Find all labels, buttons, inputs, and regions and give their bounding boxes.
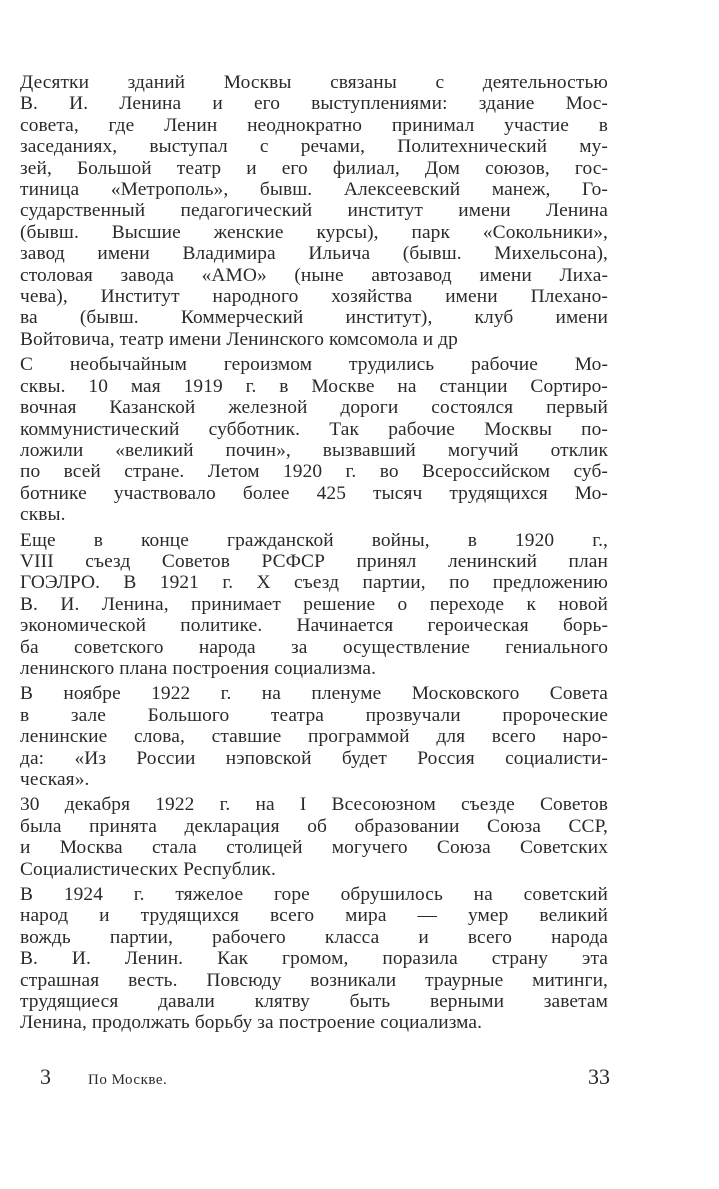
- text-line: вочная Казанской железной дороги состоялся первый: [20, 397, 608, 419]
- signature-title: По Москве.: [88, 1072, 168, 1088]
- paragraph: [20, 794, 608, 880]
- text-line: чева), Институт народного хозяйства имени Плехано-: [20, 286, 608, 308]
- text-line: ложили «великий почин», вызвавший могучий отклик: [20, 439, 608, 461]
- text-line: ческая».: [20, 769, 90, 790]
- text-line: ба советского народа за осуществление гениального: [20, 636, 608, 658]
- text-line: ботнике участвовало более 425 тысяч трудящихся Мо-: [20, 482, 608, 504]
- signature-number: 3: [40, 1064, 51, 1089]
- text-line: тиница «Метрополь», бывш. Алексеевский манеж, Го-: [20, 179, 608, 201]
- text-line: сквы.: [20, 504, 66, 526]
- text-line: ленинские слова, ставшие программой для всего наро-: [20, 726, 608, 748]
- text-line: Войтовича, театр имени Ленинского комсомола и др: [20, 328, 458, 350]
- text-line: В ноябре 1922 г. на пленуме Московского Совета: [20, 683, 608, 705]
- text-line: вождь партии, рабочего класса и всего народа: [20, 926, 608, 948]
- page-body: [20, 72, 608, 1038]
- text-line: Десятки зданий Москвы связаны с деятельностью: [20, 72, 608, 93]
- text-line: да: «Из России нэповской будет Россия социалисти-: [20, 747, 608, 769]
- text-line: С необычайным героизмом трудились рабочие Мо-: [20, 354, 608, 376]
- text-line: В. И. Ленина и его выступлениями: здание Мос-: [20, 93, 608, 115]
- text-line: была принята декларация об образовании Союза ССР,: [20, 815, 608, 837]
- page-footer: [40, 1064, 610, 1094]
- text-line: В 1924 г. тяжелое горе обрушилось на советский: [20, 884, 608, 906]
- paragraph: [20, 72, 608, 350]
- text-line: заседаниях, выступал с речами, Политехнический му-: [20, 136, 608, 158]
- text-line: В. И. Ленина, принимает решение о переходе к новой: [20, 593, 608, 615]
- text-line: народ и трудящихся всего мира — умер великий: [20, 905, 608, 927]
- paragraph: [20, 884, 608, 1034]
- paragraph: [20, 354, 608, 525]
- text-line: 30 декабря 1922 г. на I Всесоюзном съезде Советов: [20, 794, 608, 816]
- text-line: в зале Большого театра прозвучали пророческие: [20, 704, 608, 726]
- page-number: 33: [588, 1064, 610, 1089]
- text-line: коммунистический субботник. Так рабочие Москвы по-: [20, 418, 608, 440]
- text-line: Социалистических Республик.: [20, 858, 276, 880]
- text-line: экономической политике. Начинается героическая борь-: [20, 615, 608, 637]
- text-line: совета, где Ленин неоднократно принимал участие в: [20, 114, 608, 136]
- text-line: Ленина, продолжать борьбу за построение социализма.: [20, 1012, 483, 1034]
- paragraph: [20, 683, 608, 790]
- text-line: трудящиеся давали клятву быть верными заветам: [20, 991, 608, 1013]
- text-line: ленинского плана построения социализма.: [20, 657, 377, 679]
- text-line: сквы. 10 мая 1919 г. в Москве на станции Сортиро-: [20, 375, 608, 397]
- text-line: В. И. Ленин. Как громом, поразила страну эта: [20, 948, 608, 970]
- text-line: столовая завода «АМО» (ныне автозавод имени Лиха-: [20, 264, 608, 286]
- text-line: страшная весть. Повсюду возникали траурные митинги,: [20, 969, 608, 991]
- text-line: VIII съезд Советов РСФСР принял ленинский план: [20, 550, 608, 572]
- text-line: сударственный педагогический институт имени Ленина: [20, 200, 608, 222]
- text-line: зей, Большой театр и его филиал, Дом союзов, гос-: [20, 157, 608, 179]
- paragraph: [20, 530, 608, 680]
- text-line: (бывш. Высшие женские курсы), парк «Сокольники»,: [20, 221, 608, 243]
- text-line: ГОЭЛРО. В 1921 г. X съезд партии, по предложению: [20, 572, 608, 594]
- text-line: ва (бывш. Коммерческий институт), клуб имени: [20, 307, 608, 329]
- text-line: по всей стране. Летом 1920 г. во Всероссийском суб-: [20, 461, 608, 483]
- text-line: и Москва стала столицей могучего Союза Советских: [20, 837, 608, 859]
- text-line: завод имени Владимира Ильича (бывш. Михельсона),: [20, 243, 608, 265]
- text-line: Еще в конце гражданской войны, в 1920 г.,: [20, 529, 608, 551]
